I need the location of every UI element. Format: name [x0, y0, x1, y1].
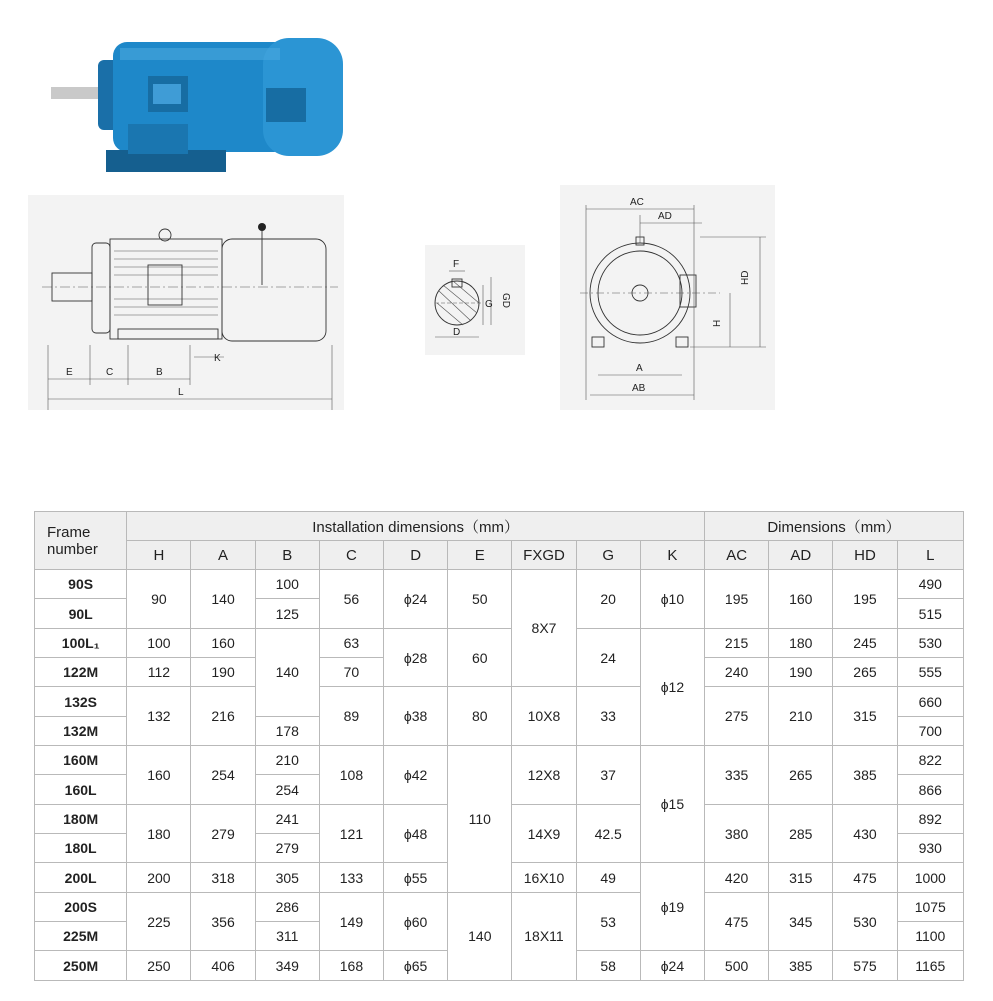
g-cell: 42.5	[576, 804, 640, 863]
b-cell: 286	[255, 892, 319, 921]
d-cell: ϕ48	[384, 804, 448, 863]
d-cell: ϕ65	[384, 951, 448, 981]
d-cell: ϕ42	[384, 746, 448, 805]
b-cell: 100	[255, 570, 319, 599]
col-c: C	[319, 541, 383, 570]
label-ad: AD	[658, 211, 672, 222]
dimensions-table	[34, 511, 964, 981]
hd-cell: 195	[833, 570, 897, 629]
ac-cell: 420	[705, 863, 769, 892]
k-cell: ϕ10	[640, 570, 704, 629]
a-cell: 279	[191, 804, 255, 863]
ad-cell: 180	[769, 628, 833, 657]
l-cell: 822	[897, 746, 963, 775]
label-l: L	[178, 387, 184, 398]
label-g: G	[485, 299, 493, 310]
d-cell: ϕ24	[384, 570, 448, 629]
d-cell: ϕ55	[384, 863, 448, 892]
g-cell: 33	[576, 687, 640, 746]
g-cell: 24	[576, 628, 640, 687]
col-a: A	[191, 541, 255, 570]
b-cell: 178	[255, 716, 319, 745]
motor-photo	[48, 30, 346, 172]
l-cell: 866	[897, 775, 963, 804]
l-cell: 555	[897, 658, 963, 687]
b-cell: 210	[255, 746, 319, 775]
c-cell: 121	[319, 804, 383, 863]
hd-cell: 265	[833, 658, 897, 687]
e-cell: 110	[448, 746, 512, 893]
ad-cell: 345	[769, 892, 833, 951]
label-gd: GD	[500, 293, 511, 308]
b-cell: 279	[255, 834, 319, 863]
g-cell: 53	[576, 892, 640, 951]
c-cell: 133	[319, 863, 383, 892]
h-cell: 112	[127, 658, 191, 687]
l-cell: 660	[897, 687, 963, 716]
l-cell: 892	[897, 804, 963, 833]
b-cell: 254	[255, 775, 319, 804]
c-cell: 89	[319, 687, 383, 746]
ac-cell: 380	[705, 804, 769, 863]
col-l: L	[897, 541, 963, 570]
hd-cell: 530	[833, 892, 897, 951]
label-k: K	[214, 353, 221, 364]
hd-cell: 245	[833, 628, 897, 657]
frame-number-header: Frame number	[35, 512, 127, 570]
c-cell: 168	[319, 951, 383, 981]
g-cell: 37	[576, 746, 640, 805]
col-e: E	[448, 541, 512, 570]
a-cell: 318	[191, 863, 255, 892]
b-cell: 125	[255, 599, 319, 628]
c-cell: 149	[319, 892, 383, 951]
frame-cell: 250M	[35, 951, 127, 981]
hd-cell: 475	[833, 863, 897, 892]
d-cell: ϕ28	[384, 628, 448, 687]
col-fxgd: FXGD	[512, 541, 576, 570]
label-h: H	[712, 319, 723, 327]
ac-cell: 195	[705, 570, 769, 629]
l-cell: 515	[897, 599, 963, 628]
l-cell: 490	[897, 570, 963, 599]
a-cell: 254	[191, 746, 255, 805]
ac-cell: 475	[705, 892, 769, 951]
k-cell: ϕ19	[640, 863, 704, 951]
ac-cell: 240	[705, 658, 769, 687]
l-cell: 700	[897, 716, 963, 745]
col-b: B	[255, 541, 319, 570]
ad-cell: 315	[769, 863, 833, 892]
fxgd-cell: 16X10	[512, 863, 576, 892]
shaft-section-drawing	[425, 245, 525, 355]
table-row	[35, 687, 964, 716]
b-cell: 349	[255, 951, 319, 981]
l-cell: 530	[897, 628, 963, 657]
frame-cell: 100L₁	[35, 628, 127, 657]
h-cell: 200	[127, 863, 191, 892]
label-f: F	[453, 259, 460, 270]
ac-cell: 275	[705, 687, 769, 746]
a-cell: 190	[191, 658, 255, 687]
h-cell: 250	[127, 951, 191, 981]
l-cell: 930	[897, 834, 963, 863]
installation-dimensions-header: Installation dimensions（mm）	[127, 512, 705, 541]
col-g: G	[576, 541, 640, 570]
ad-cell: 265	[769, 746, 833, 805]
frame-cell: 160M	[35, 746, 127, 775]
frame-cell: 225M	[35, 922, 127, 951]
c-cell: 108	[319, 746, 383, 805]
hd-cell: 385	[833, 746, 897, 805]
frame-cell: 132M	[35, 716, 127, 745]
b-cell: 140	[255, 628, 319, 716]
frame-cell: 180L	[35, 834, 127, 863]
g-cell: 49	[576, 863, 640, 892]
label-ab: AB	[632, 383, 646, 394]
frame-cell: 200S	[35, 892, 127, 921]
c-cell: 56	[319, 570, 383, 629]
k-cell: ϕ12	[640, 628, 704, 745]
label-e: E	[66, 367, 73, 378]
a-cell: 160	[191, 628, 255, 657]
frame-cell: 200L	[35, 863, 127, 892]
b-cell: 305	[255, 863, 319, 892]
k-cell: ϕ15	[640, 746, 704, 863]
frame-cell: 180M	[35, 804, 127, 833]
a-cell: 140	[191, 570, 255, 629]
a-cell: 406	[191, 951, 255, 981]
d-cell: ϕ38	[384, 687, 448, 746]
frame-cell: 132S	[35, 687, 127, 716]
ad-cell: 285	[769, 804, 833, 863]
k-cell: ϕ24	[640, 951, 704, 981]
h-cell: 225	[127, 892, 191, 951]
ad-cell: 160	[769, 570, 833, 629]
l-cell: 1165	[897, 951, 963, 981]
label-ac: AC	[630, 197, 644, 208]
frame-cell: 160L	[35, 775, 127, 804]
e-cell: 60	[448, 628, 512, 687]
label-a: A	[636, 363, 643, 374]
col-k: K	[640, 541, 704, 570]
g-cell: 20	[576, 570, 640, 629]
hd-cell: 430	[833, 804, 897, 863]
fxgd-cell: 18X11	[512, 892, 576, 980]
e-cell: 50	[448, 570, 512, 629]
fxgd-cell: 10X8	[512, 687, 576, 746]
col-h: H	[127, 541, 191, 570]
col-ad: AD	[769, 541, 833, 570]
table-row	[35, 892, 964, 921]
h-cell: 180	[127, 804, 191, 863]
fxgd-cell: 8X7	[512, 570, 576, 687]
end-view-drawing	[560, 185, 775, 410]
frame-cell: 122M	[35, 658, 127, 687]
hd-cell: 575	[833, 951, 897, 981]
table-row	[35, 570, 964, 599]
h-cell: 132	[127, 687, 191, 746]
ad-cell: 210	[769, 687, 833, 746]
e-cell: 80	[448, 687, 512, 746]
frame-cell: 90S	[35, 570, 127, 599]
col-hd: HD	[833, 541, 897, 570]
label-c: C	[106, 367, 114, 378]
table-row	[35, 746, 964, 775]
h-cell: 100	[127, 628, 191, 657]
side-view-drawing	[28, 195, 344, 410]
label-d: D	[453, 327, 461, 338]
a-cell: 356	[191, 892, 255, 951]
l-cell: 1000	[897, 863, 963, 892]
dimensions-header: Dimensions（mm）	[705, 512, 964, 541]
l-cell: 1100	[897, 922, 963, 951]
ac-cell: 335	[705, 746, 769, 805]
b-cell: 311	[255, 922, 319, 951]
hd-cell: 315	[833, 687, 897, 746]
table-row	[35, 628, 964, 657]
label-hd: HD	[740, 270, 751, 285]
fxgd-cell: 12X8	[512, 746, 576, 805]
h-cell: 160	[127, 746, 191, 805]
label-b: B	[156, 367, 163, 378]
ac-cell: 500	[705, 951, 769, 981]
a-cell: 216	[191, 687, 255, 746]
col-ac: AC	[705, 541, 769, 570]
c-cell: 70	[319, 658, 383, 687]
g-cell: 58	[576, 951, 640, 981]
ad-cell: 190	[769, 658, 833, 687]
c-cell: 63	[319, 628, 383, 657]
l-cell: 1075	[897, 892, 963, 921]
e-cell: 140	[448, 892, 512, 980]
fxgd-cell: 14X9	[512, 804, 576, 863]
b-cell: 241	[255, 804, 319, 833]
ac-cell: 215	[705, 628, 769, 657]
frame-cell: 90L	[35, 599, 127, 628]
col-d: D	[384, 541, 448, 570]
ad-cell: 385	[769, 951, 833, 981]
d-cell: ϕ60	[384, 892, 448, 951]
h-cell: 90	[127, 570, 191, 629]
